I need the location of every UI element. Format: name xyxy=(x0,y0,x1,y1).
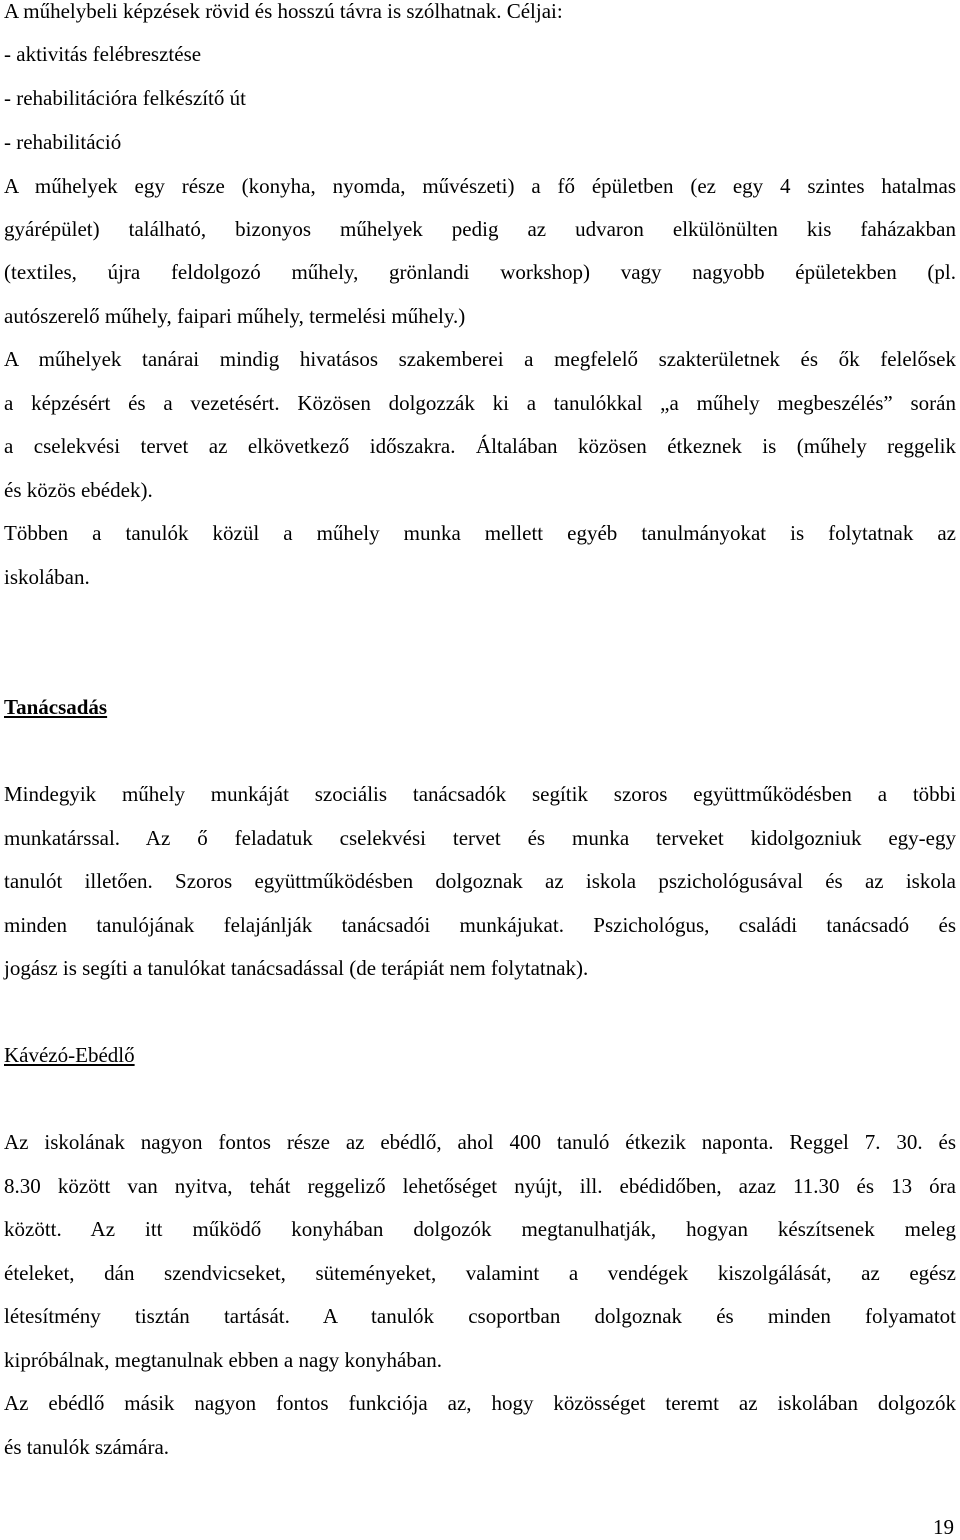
page-number: 19 xyxy=(933,1515,954,1539)
paragraph-line: iskolában. xyxy=(4,565,90,589)
paragraph-line: A műhelybeli képzések rövid és hosszú távra is szólhatnak. Céljai: xyxy=(4,0,563,23)
paragraph-line: a képzésért és a vezetésért. Közösen dolgozzák ki a tanulókkal „a műhely megbeszélés” során xyxy=(4,391,956,415)
list-item: - aktivitás felébresztése xyxy=(4,42,202,66)
paragraph-line: és tanulók számára. xyxy=(4,1435,170,1459)
paragraph-line: munkatárssal. Az ő feladatuk cselekvési tervet és munka terveket kidolgozniuk egy-egy xyxy=(4,826,956,850)
paragraph-line: Az ebédlő másik nagyon fontos funkciója az, hogy közösséget teremt az iskolában dolgozók xyxy=(4,1391,956,1415)
paragraph-line: jogász is segíti a tanulókat tanácsadással (de terápiát nem folytatnak). xyxy=(4,956,589,980)
paragraph-line: gyárépület) található, bizonyos műhelyek pedig az udvaron elkülönülten kis faházakban xyxy=(4,217,956,241)
list-item: - rehabilitáció xyxy=(4,130,122,154)
paragraph-line: (textiles, újra feldolgozó műhely, grönlandi workshop) vagy nagyobb épületekben (pl. xyxy=(4,260,956,284)
paragraph-line: autószerelő műhely, faipari műhely, termelési műhely.) xyxy=(4,304,466,328)
paragraph-line: ételeket, dán szendvicseket, süteményeket, valamint a vendégek kiszolgálását, az egész xyxy=(4,1261,956,1285)
paragraph-line: A műhelyek egy része (konyha, nyomda, művészeti) a fő épületben (ez egy 4 szintes hatalmas xyxy=(4,174,956,198)
paragraph-line: Mindegyik műhely munkáját szociális tanácsadók segítik szoros együttműködésben a többi xyxy=(4,782,956,806)
paragraph-line: 8.30 között van nyitva, tehát reggeliző lehetőséget nyújt, ill. ebédidőben, azaz 11.30 és 13 óra xyxy=(4,1174,956,1198)
paragraph-line: között. Az itt működő konyhában dolgozók megtanulhatják, hogyan készítsenek meleg xyxy=(4,1217,956,1241)
paragraph-line: A műhelyek tanárai mindig hivatásos szakemberei a megfelelő szakterületnek és ők felelősek xyxy=(4,347,956,371)
paragraph-line: és közös ebédek). xyxy=(4,478,153,502)
section-heading-counseling: Tanácsadás xyxy=(4,695,108,719)
list-item: - rehabilitációra felkészítő út xyxy=(4,86,246,110)
section-heading-cafe: Kávézó-Ebédlő xyxy=(4,1043,135,1067)
paragraph-line: létesítmény tisztán tartását. A tanulók csoportban dolgoznak és minden folyamatot xyxy=(4,1304,956,1328)
paragraph-line: Az iskolának nagyon fontos része az ebédlő, ahol 400 tanuló étkezik naponta. Reggel 7. 30. és xyxy=(4,1130,956,1154)
paragraph-line: Többen a tanulók közül a műhely munka mellett egyéb tanulmányokat is folytatnak az xyxy=(4,521,956,545)
paragraph-line: a cselekvési tervet az elkövetkező időszakra. Általában közösen étkeznek is (műhely reggelik xyxy=(4,434,956,458)
paragraph-line: tanulót illetően. Szoros együttműködésben dolgoznak az iskola pszichológusával és az iskola xyxy=(4,869,956,893)
paragraph-line: minden tanulójának felajánlják tanácsadói munkájukat. Pszichológus, családi tanácsadó és xyxy=(4,913,956,937)
paragraph-line: kipróbálnak, megtanulnak ebben a nagy konyhában. xyxy=(4,1348,442,1372)
